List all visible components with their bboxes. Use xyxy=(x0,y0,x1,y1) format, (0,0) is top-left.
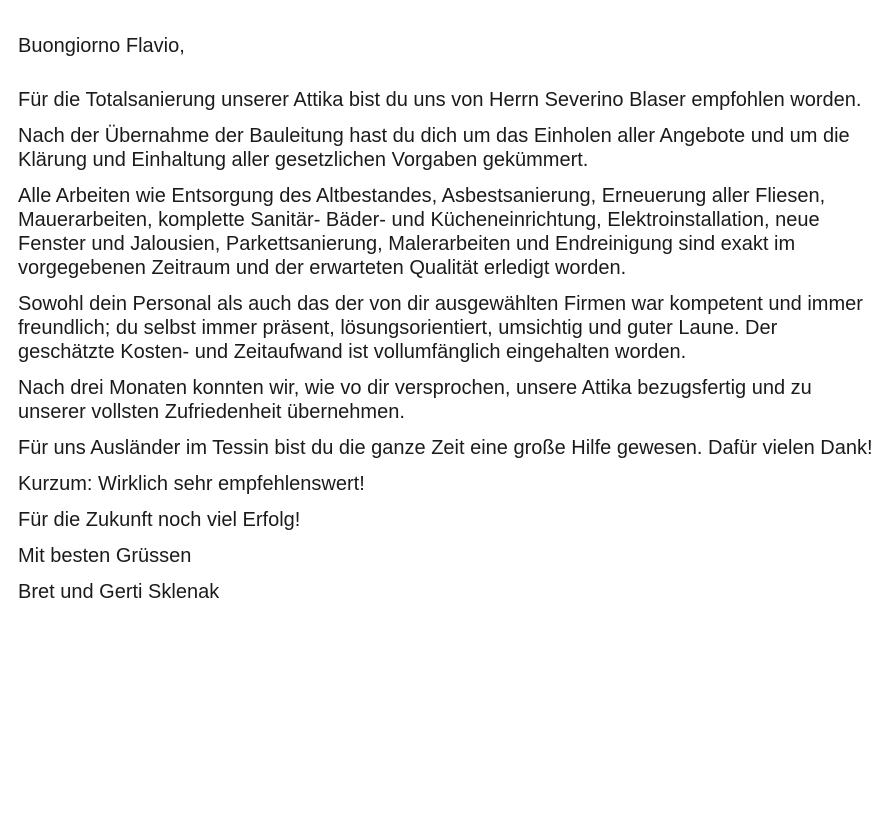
letter-body xyxy=(18,34,878,616)
greeting: Buongiorno Flavio, xyxy=(18,35,185,57)
signature: Bret und Gerti Sklenak xyxy=(18,581,220,603)
paragraph-work-list: Alle Arbeiten wie Entsorgung des Altbestandes, Asbestsanierung, Erneuerung aller Fliesen, Mauerarbeiten, komplette Sanitär- Bäder- und Kücheneinrichtung, Elektroinstallation, neue Fenster und Jalousien, Parkettsanierung, Malerarbeiten und Endreinigung sind exakt im vorgegebenen Zeitraum und der erwarteten Qualität erledigt worden. xyxy=(18,185,826,279)
paragraph-summary: Kurzum: Wirklich sehr empfehlenswert! xyxy=(18,473,365,495)
paragraph-handover: Nach drei Monaten konnten wir, wie vo dir versprochen, unsere Attika bezugsfertig und zu unserer vollsten Zufriedenheit übernehmen. xyxy=(18,377,812,423)
paragraph-site-management: Nach der Übernahme der Bauleitung hast du dich um das Einholen aller Angebote und um die Klärung und Einhaltung aller gesetzlichen Vorgaben gekümmert. xyxy=(18,125,850,171)
paragraph-thanks: Für uns Ausländer im Tessin bist du die ganze Zeit eine große Hilfe gewesen. Dafür vielen Dank! xyxy=(18,437,873,459)
closing: Mit besten Grüssen xyxy=(18,545,192,567)
paragraph-staff: Sowohl dein Personal als auch das der von dir ausgewählten Firmen war kompetent und immer freundlich; du selbst immer präsent, lösungsorientiert, umsichtig und guter Laune. Der geschätzte Kosten- und Zeitaufwand ist vollumfänglich eingehalten worden. xyxy=(18,293,863,363)
paragraph-recommendation: Für die Totalsanierung unserer Attika bist du uns von Herrn Severino Blaser empfohlen worden. xyxy=(18,89,862,111)
paragraph-wishes: Für die Zukunft noch viel Erfolg! xyxy=(18,509,301,531)
